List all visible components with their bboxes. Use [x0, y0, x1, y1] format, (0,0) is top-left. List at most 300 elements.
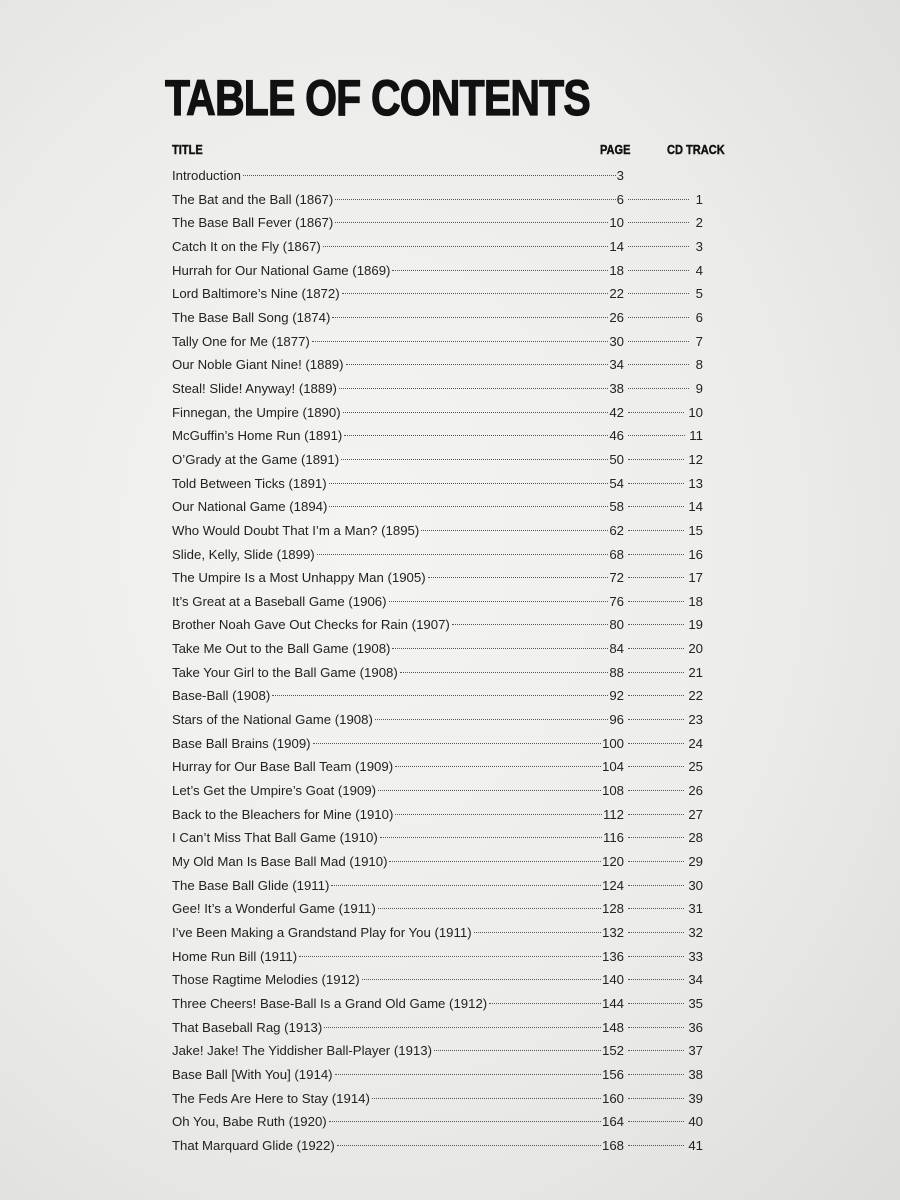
entry-title-page	[172, 992, 624, 1016]
track-leader-dots	[628, 388, 689, 389]
page-number: 46	[609, 428, 624, 444]
leader-dots	[335, 1074, 601, 1075]
list-item	[0, 1039, 900, 1063]
cd-track-number: 18	[688, 593, 703, 609]
entry-title-page	[172, 945, 624, 969]
track-leader-dots	[628, 293, 689, 294]
page-number: 92	[609, 688, 624, 704]
song-title: Jake! Jake! The Yiddisher Ball-Player (1913)	[172, 1043, 432, 1059]
entry-track	[624, 803, 703, 827]
track-leader-dots	[628, 1027, 684, 1028]
track-leader-dots	[628, 885, 684, 886]
list-item	[0, 897, 900, 921]
page-number: 22	[609, 286, 624, 302]
leader-dots	[342, 293, 609, 294]
page-number: 72	[609, 570, 624, 586]
page-number: 120	[601, 854, 624, 870]
leader-dots	[392, 270, 608, 271]
cd-track-number: 1	[695, 191, 703, 207]
entry-track	[624, 259, 703, 283]
entry-title-page	[172, 1110, 624, 1134]
entry-title-page	[172, 850, 624, 874]
track-leader-dots	[628, 435, 685, 436]
list-item	[0, 330, 900, 354]
list-item	[0, 613, 900, 637]
track-leader-dots	[628, 1145, 684, 1146]
entry-track	[624, 945, 703, 969]
leader-dots	[389, 861, 601, 862]
cd-track-number: 28	[688, 830, 703, 846]
leader-dots	[378, 908, 601, 909]
leader-dots	[323, 246, 609, 247]
page-number: 148	[601, 1019, 624, 1035]
entry-track	[624, 755, 703, 779]
list-item	[0, 945, 900, 969]
cd-track-number: 20	[688, 641, 703, 657]
leader-dots	[421, 530, 608, 531]
leader-dots	[343, 412, 609, 413]
entry-track	[624, 282, 703, 306]
track-leader-dots	[628, 908, 684, 909]
leader-dots	[474, 932, 601, 933]
entry-track	[624, 968, 703, 992]
entry-title-page	[172, 495, 624, 519]
entry-title-page	[172, 306, 624, 330]
list-item	[0, 803, 900, 827]
page-number: 136	[601, 948, 624, 964]
song-title: Home Run Bill (1911)	[172, 948, 298, 964]
list-item	[0, 992, 900, 1016]
leader-dots	[335, 199, 615, 200]
page-number: 26	[609, 309, 624, 325]
cd-track-number: 14	[688, 499, 703, 515]
page-number: 128	[601, 901, 624, 917]
page-number: 68	[609, 546, 624, 562]
entry-title-page	[172, 424, 624, 448]
leader-dots	[380, 837, 602, 838]
leader-dots	[395, 766, 601, 767]
leader-dots	[243, 175, 616, 176]
song-title: O’Grady at the Game (1891)	[172, 451, 340, 467]
list-item	[0, 968, 900, 992]
track-leader-dots	[628, 246, 689, 247]
entry-title-page	[172, 353, 624, 377]
list-item	[0, 566, 900, 590]
leader-dots	[489, 1003, 601, 1004]
page-number: 132	[601, 925, 624, 940]
leader-dots	[329, 483, 609, 484]
entry-track	[624, 401, 703, 425]
entry-track	[624, 1110, 703, 1134]
cd-track-number: 10	[688, 404, 703, 420]
song-title: The Base Ball Glide (1911)	[172, 877, 330, 893]
page-number: 156	[601, 1066, 624, 1082]
cd-track-number: 33	[688, 948, 703, 964]
list-item	[0, 850, 900, 874]
list-item	[0, 519, 900, 543]
entry-track	[624, 448, 703, 472]
page-number: 168	[601, 1137, 624, 1153]
entry-title-page	[172, 401, 624, 425]
song-title: Lord Baltimore’s Nine (1872)	[172, 286, 340, 302]
page-number: 108	[601, 783, 624, 799]
page-number: 80	[609, 617, 624, 633]
list-item	[0, 1110, 900, 1134]
song-title: I’ve Been Making a Grandstand Play for You (1911)	[172, 925, 472, 940]
song-title: Base-Ball (1908)	[172, 688, 271, 704]
leader-dots	[272, 695, 608, 696]
track-leader-dots	[628, 317, 689, 318]
entry-title-page	[172, 779, 624, 803]
page-number: 116	[602, 830, 624, 846]
song-title: Our Noble Giant Nine! (1889)	[172, 357, 344, 373]
entry-title-page	[172, 897, 624, 921]
cd-track-number: 21	[688, 664, 703, 680]
page-number: 50	[609, 451, 624, 467]
list-item	[0, 543, 900, 567]
entry-title-page	[172, 259, 624, 283]
page-number: 112	[602, 806, 624, 822]
entry-title-page	[172, 519, 624, 543]
page-number: 96	[609, 712, 624, 728]
header-cd-track: CD TRACK	[667, 142, 725, 157]
song-title: Three Cheers! Base-Ball Is a Grand Old Game (1912)	[172, 995, 488, 1011]
contents-list	[0, 164, 900, 1158]
list-item	[0, 684, 900, 708]
cd-track-number: 16	[688, 546, 703, 562]
entry-track	[624, 495, 703, 519]
entry-title-page	[172, 661, 624, 685]
list-item	[0, 306, 900, 330]
list-item	[0, 661, 900, 685]
song-title: Introduction	[172, 168, 241, 183]
entry-title-page	[172, 1016, 624, 1040]
page-number: 34	[609, 357, 624, 373]
cd-track-number: 30	[688, 877, 703, 893]
list-item	[0, 921, 900, 945]
entry-title-page	[172, 1063, 624, 1087]
cd-track-number: 12	[688, 451, 703, 467]
cd-track-number: 19	[688, 617, 703, 633]
song-title: Finnegan, the Umpire (1890)	[172, 404, 341, 420]
leader-dots	[362, 979, 601, 980]
song-title: Oh You, Babe Ruth (1920)	[172, 1114, 327, 1130]
list-item	[0, 353, 900, 377]
cd-track-number: 36	[688, 1019, 703, 1035]
leader-dots	[317, 554, 609, 555]
list-item	[0, 1134, 900, 1158]
entry-track	[624, 992, 703, 1016]
entry-track	[624, 1134, 703, 1158]
song-title: My Old Man Is Base Ball Mad (1910)	[172, 854, 388, 870]
cd-track-number: 2	[695, 215, 703, 231]
entry-track	[624, 779, 703, 803]
track-leader-dots	[628, 1074, 684, 1075]
list-item	[0, 732, 900, 756]
cd-track-number: 7	[695, 333, 703, 349]
leader-dots	[329, 506, 608, 507]
page-number: 6	[616, 191, 624, 207]
song-title: Take Your Girl to the Ball Game (1908)	[172, 664, 398, 680]
cd-track-number: 34	[688, 972, 703, 988]
page-number: 164	[601, 1114, 624, 1130]
leader-dots	[434, 1050, 601, 1051]
track-leader-dots	[628, 506, 684, 507]
page-number: 152	[601, 1043, 624, 1059]
leader-dots	[324, 1027, 601, 1028]
entry-track	[624, 1063, 703, 1087]
song-title: I Can’t Miss That Ball Game (1910)	[172, 830, 378, 846]
entry-title-page	[172, 874, 624, 898]
leader-dots	[329, 1121, 601, 1122]
entry-track	[624, 306, 703, 330]
song-title: The Bat and the Ball (1867)	[172, 191, 334, 207]
list-item	[0, 448, 900, 472]
cd-track-number: 31	[688, 901, 703, 917]
page-number: 42	[609, 404, 624, 420]
song-title: The Feds Are Here to Stay (1914)	[172, 1090, 370, 1106]
entry-track	[624, 637, 703, 661]
track-leader-dots	[628, 199, 689, 200]
cd-track-number: 39	[688, 1090, 703, 1106]
entry-track	[624, 708, 703, 732]
track-leader-dots	[628, 861, 684, 862]
entry-title-page	[172, 164, 624, 188]
page-number: 62	[609, 522, 624, 538]
track-leader-dots	[628, 1098, 684, 1099]
page-number: 84	[609, 641, 624, 657]
entry-title-page	[172, 472, 624, 496]
song-title: The Base Ball Song (1874)	[172, 309, 331, 325]
leader-dots	[395, 814, 602, 815]
list-item	[0, 472, 900, 496]
list-item	[0, 282, 900, 306]
track-leader-dots	[628, 483, 684, 484]
cd-track-number: 37	[688, 1043, 703, 1059]
entry-title-page	[172, 330, 624, 354]
track-leader-dots	[628, 1050, 684, 1051]
list-item	[0, 401, 900, 425]
leader-dots	[452, 624, 609, 625]
cd-track-number: 32	[688, 925, 703, 940]
song-title: Steal! Slide! Anyway! (1889)	[172, 380, 337, 396]
cd-track-number: 23	[688, 712, 703, 728]
page-title: TABLE OF CONTENTS	[165, 70, 590, 126]
song-title: That Baseball Rag (1913)	[172, 1019, 323, 1035]
page-number: 144	[601, 995, 624, 1011]
entry-track	[624, 566, 703, 590]
track-leader-dots	[628, 530, 684, 531]
song-title: Hurray for Our Base Ball Team (1909)	[172, 759, 394, 775]
entry-track	[624, 472, 703, 496]
page-number: 104	[601, 759, 624, 775]
song-title: Those Ragtime Melodies (1912)	[172, 972, 360, 988]
list-item	[0, 637, 900, 661]
entry-track	[624, 1039, 703, 1063]
song-title: The Umpire Is a Most Unhappy Man (1905)	[172, 570, 426, 586]
song-title: Tally One for Me (1877)	[172, 333, 310, 349]
entry-track	[624, 661, 703, 685]
list-item	[0, 874, 900, 898]
page-number: 30	[609, 333, 624, 349]
track-leader-dots	[628, 956, 684, 957]
track-leader-dots	[628, 270, 689, 271]
track-leader-dots	[628, 1003, 684, 1004]
leader-dots	[344, 435, 608, 436]
entry-track	[624, 732, 703, 756]
cd-track-number: 29	[688, 854, 703, 870]
leader-dots	[337, 1145, 601, 1146]
entry-track	[624, 188, 703, 212]
song-title: It’s Great at a Baseball Game (1906)	[172, 593, 387, 609]
song-title: Stars of the National Game (1908)	[172, 712, 373, 728]
header-title: TITLE	[172, 142, 203, 157]
entry-track	[624, 519, 703, 543]
list-item	[0, 590, 900, 614]
cd-track-number: 8	[695, 357, 703, 373]
entry-title-page	[172, 377, 624, 401]
list-item	[0, 495, 900, 519]
entry-title-page	[172, 543, 624, 567]
leader-dots	[335, 222, 608, 223]
entry-title-page	[172, 1134, 624, 1158]
list-item	[0, 1016, 900, 1040]
cd-track-number: 22	[688, 688, 703, 704]
leader-dots	[299, 956, 601, 957]
song-title: Our National Game (1894)	[172, 499, 328, 515]
entry-title-page	[172, 1087, 624, 1111]
song-title: That Marquard Glide (1922)	[172, 1137, 335, 1153]
entry-title-page	[172, 755, 624, 779]
entry-track	[624, 377, 703, 401]
song-title: Let’s Get the Umpire’s Goat (1909)	[172, 783, 377, 799]
page-number: 10	[609, 215, 624, 231]
list-item	[0, 259, 900, 283]
song-title: Base Ball Brains (1909)	[172, 735, 311, 751]
list-item	[0, 826, 900, 850]
leader-dots	[332, 317, 608, 318]
cd-track-number: 13	[688, 475, 703, 491]
page-number: 58	[609, 499, 624, 515]
cd-track-number: 24	[688, 735, 703, 751]
track-leader-dots	[628, 1121, 684, 1122]
page-number: 54	[609, 475, 624, 491]
track-leader-dots	[628, 672, 684, 673]
song-title: Take Me Out to the Ball Game (1908)	[172, 641, 391, 657]
list-item	[0, 235, 900, 259]
entry-track	[624, 211, 703, 235]
entry-track	[624, 921, 703, 945]
leader-dots	[313, 743, 601, 744]
entry-title-page	[172, 188, 624, 212]
list-item	[0, 211, 900, 235]
cd-track-number: 27	[688, 806, 703, 822]
cd-track-number: 6	[695, 309, 703, 325]
track-leader-dots	[628, 790, 684, 791]
song-title: Told Between Ticks (1891)	[172, 475, 327, 491]
list-item	[0, 1087, 900, 1111]
song-title: Gee! It’s a Wonderful Game (1911)	[172, 901, 376, 917]
list-item	[0, 377, 900, 401]
track-leader-dots	[628, 554, 684, 555]
track-leader-dots	[628, 601, 684, 602]
page-number: 38	[609, 380, 624, 396]
cd-track-number: 3	[695, 238, 703, 254]
entry-title-page	[172, 235, 624, 259]
list-item	[0, 779, 900, 803]
leader-dots	[341, 459, 608, 460]
entry-track	[624, 850, 703, 874]
leader-dots	[428, 577, 609, 578]
list-item	[0, 708, 900, 732]
entry-track	[624, 826, 703, 850]
track-leader-dots	[628, 719, 684, 720]
song-title: The Base Ball Fever (1867)	[172, 215, 334, 231]
entry-track	[624, 1087, 703, 1111]
entry-track	[624, 424, 703, 448]
entry-title-page	[172, 637, 624, 661]
song-title: Slide, Kelly, Slide (1899)	[172, 546, 315, 562]
song-title: Hurrah for Our National Game (1869)	[172, 262, 391, 278]
cd-track-number: 9	[695, 380, 703, 396]
entry-title-page	[172, 968, 624, 992]
entry-title-page	[172, 590, 624, 614]
list-item	[0, 755, 900, 779]
cd-track-number: 38	[688, 1066, 703, 1082]
entry-track	[624, 235, 703, 259]
cd-track-number: 26	[688, 783, 703, 799]
cd-track-number: 5	[695, 286, 703, 302]
page-number: 124	[601, 877, 624, 893]
entry-title-page	[172, 708, 624, 732]
cd-track-number: 17	[688, 570, 703, 586]
cd-track-number: 15	[688, 522, 703, 538]
track-leader-dots	[628, 222, 689, 223]
column-headers	[0, 142, 900, 160]
page-number: 160	[601, 1090, 624, 1106]
list-item	[0, 424, 900, 448]
track-leader-dots	[628, 766, 684, 767]
list-item	[0, 164, 900, 188]
leader-dots	[392, 648, 608, 649]
page-number: 18	[609, 262, 624, 278]
leader-dots	[400, 672, 609, 673]
leader-dots	[389, 601, 609, 602]
song-title: Brother Noah Gave Out Checks for Rain (1907)	[172, 617, 450, 633]
track-leader-dots	[628, 364, 689, 365]
track-leader-dots	[628, 624, 684, 625]
entry-track	[624, 353, 703, 377]
entry-title-page	[172, 448, 624, 472]
cd-track-number: 40	[688, 1114, 703, 1130]
cd-track-number: 35	[688, 995, 703, 1011]
song-title: Catch It on the Fly (1867)	[172, 238, 321, 254]
leader-dots	[339, 388, 608, 389]
entry-title-page	[172, 566, 624, 590]
page-number: 100	[601, 735, 624, 751]
page-number: 140	[601, 972, 624, 988]
entry-title-page	[172, 1039, 624, 1063]
cd-track-number: 11	[689, 428, 703, 444]
leader-dots	[346, 364, 609, 365]
track-leader-dots	[628, 814, 684, 815]
list-item	[0, 188, 900, 212]
page-number: 14	[609, 238, 624, 254]
track-leader-dots	[628, 459, 684, 460]
track-leader-dots	[628, 837, 684, 838]
song-title: McGuffin’s Home Run (1891)	[172, 428, 343, 444]
entry-track	[624, 897, 703, 921]
